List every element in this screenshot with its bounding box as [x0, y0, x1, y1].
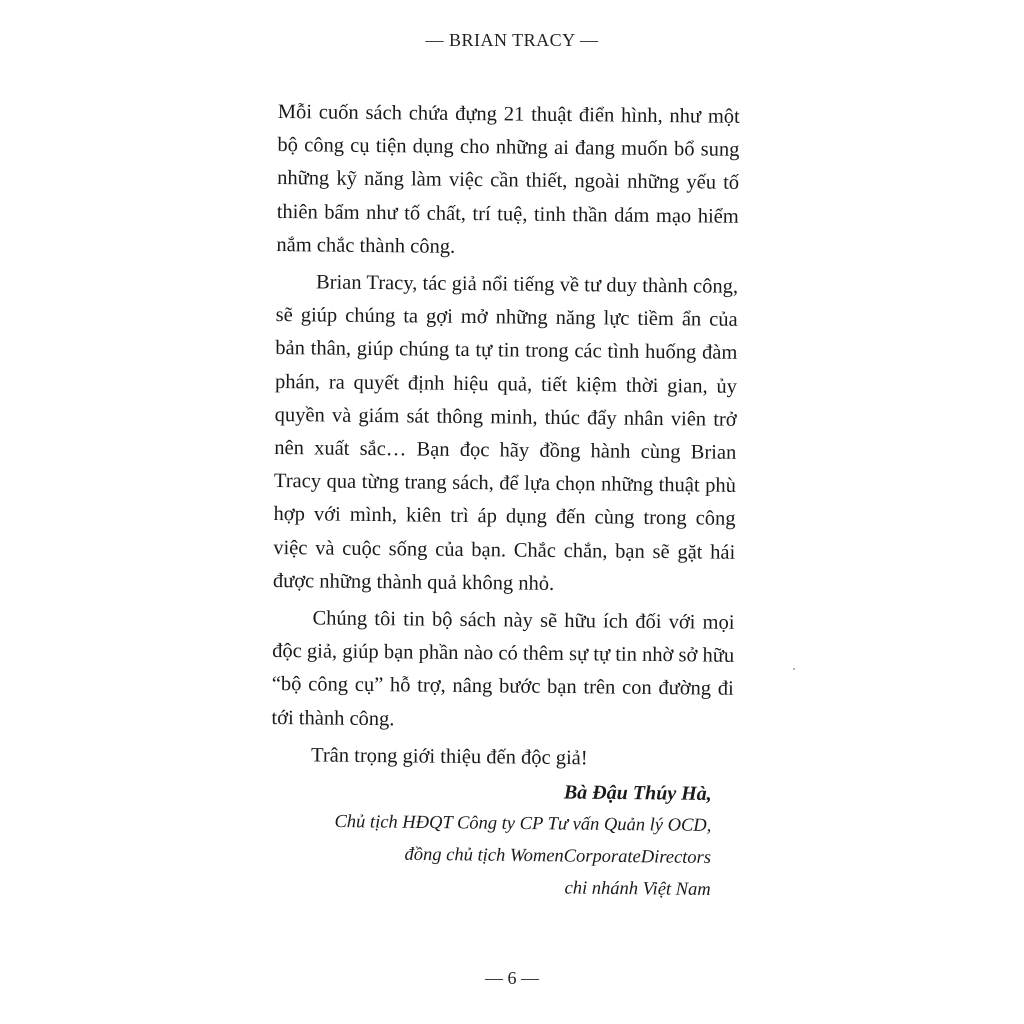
signature-block — [334, 774, 712, 906]
signature-title-line-1: Chủ tịch HĐQT Công ty CP Tư vấn Quản lý OCD, — [334, 812, 712, 836]
paragraph-1: Mỗi cuốn sách chứa đựng 21 thuật điển hình, như một bộ công cụ tiện dụng cho những ai đang muốn bổ sung những kỹ năng làm việc cần thiết, ngoài những yếu tố thiên bẩm như tố chất, trí tuệ, tinh thần dám mạo hiểm nắm chắc thành công. — [276, 100, 740, 258]
page-number: — 6 — — [485, 968, 539, 988]
paragraph-3: Chúng tôi tin bộ sách này sẽ hữu ích đối với mọi độc giả, giúp bạn phần nào có thêm sự tự tin nhờ sở hữu “bộ công cụ” hỗ trợ, nâng bước bạn trên con đường đi tới thành công. — [271, 607, 735, 730]
paragraph-2: Brian Tracy, tác giả nổi tiếng về tư duy thành công, sẽ giúp chúng ta gợi mở những năng lực tiềm ẩn của bản thân, giúp chúng ta tự tin trong các tình huống đàm phán, ra quyết định hiệu quả, tiết kiệm thời gian, ủy quyền và giám sát thông minh, thúc đẩy nhân viên trở nên xuất sắc… Bạn đọc hãy đồng hành cùng Brian Tracy qua từng trang sách, để lựa chọn những thuật phù hợp với mình, kiên trì áp dụng đến cùng trong công việc và cuộc sống của bạn. Chắc chắn, bạn sẽ gặt hái được những thành quả không nhỏ. — [272, 271, 739, 595]
signature-title-line-2: đồng chủ tịch WomenCorporateDirectors — [404, 844, 712, 868]
body-text — [271, 96, 740, 777]
signature-title-line-3: chi nhánh Việt Nam — [564, 878, 711, 900]
ink-speck — [793, 668, 795, 670]
signature-name: Bà Đậu Thúy Hà, — [563, 781, 712, 805]
paragraph-4: Trân trọng giới thiệu đến độc giả! — [310, 744, 588, 770]
running-header: — BRIAN TRACY — — [425, 30, 599, 50]
